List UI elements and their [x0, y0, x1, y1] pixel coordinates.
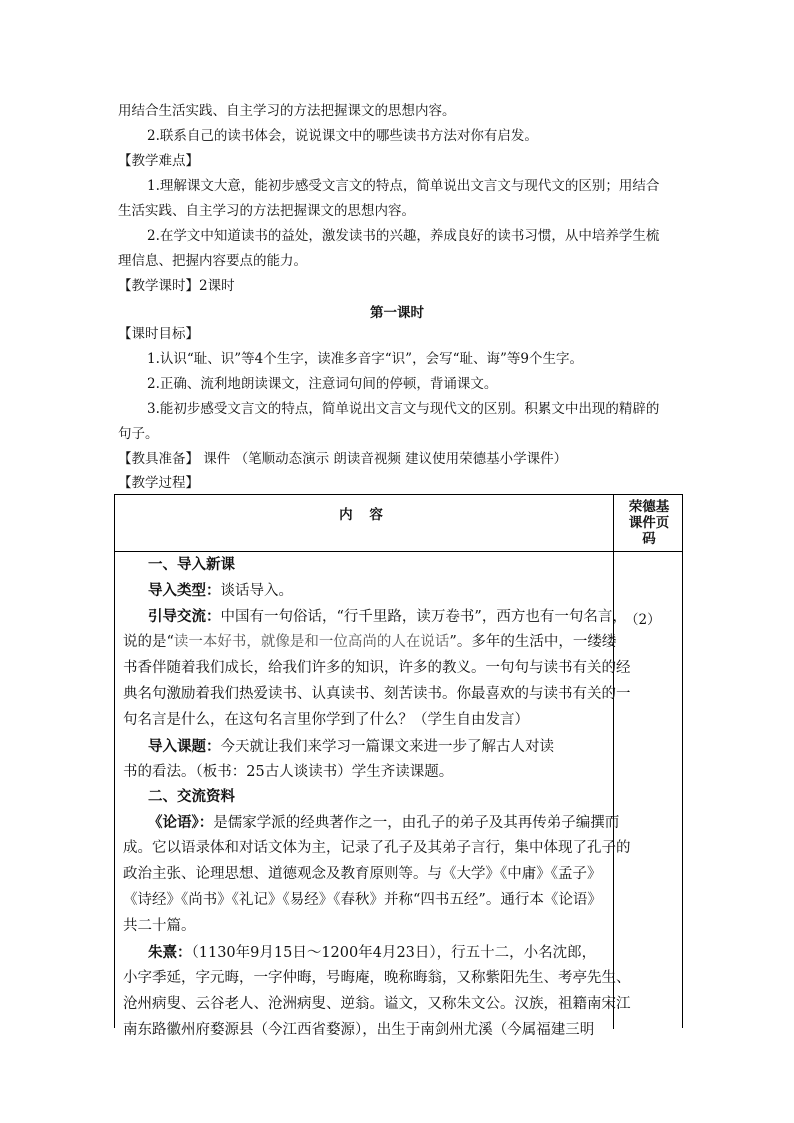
difficulty-line-1: 1.理解课文大意，能初步感受文言文的特点，简单说出文言文与现代文的区别；用结合	[147, 178, 660, 194]
zhuxi-row-2: 小字季延，字元晦，一字仲晦，号晦庵，晚称晦翁，又称紫阳先生、考亭先生、	[123, 970, 631, 986]
guide-text-1: 中国有一句俗话，“行千里路，读万卷书”，西方也有一句名言，	[220, 609, 627, 625]
goals-line-1: 1.认识“耻、识”等4个生字，读准多音字“识”，会写“耻、诲”等9个生字。	[147, 351, 583, 367]
lunyu-label: 《论语》：	[148, 814, 214, 831]
topic-row-1	[148, 737, 554, 757]
zhuxi-row-3: 沧州病叟、云谷老人、沧洲病叟、逆翁。谥文，又称朱文公。汉族，祖籍南宋江	[123, 996, 631, 1012]
zhuxi-row-4: 南东路徽州府婺源县（今江西省婺源），出生于南剑州尤溪（今属福建三明	[123, 1022, 595, 1038]
intro-type-label: 导入类型：	[148, 582, 221, 599]
lesson-title: 第一课时	[370, 305, 424, 321]
header-page-line-1: 荣德基	[628, 499, 670, 515]
goals-line-4: 句子。	[118, 426, 159, 442]
guide-quote: 读一本好书，就像是和一位高尚的人在说话	[173, 634, 450, 650]
header-page-line-3: 码	[642, 531, 656, 547]
zhuxi-label: 朱熹：	[148, 944, 192, 961]
guide-row-4: 典名句激励着我们热爱读书、认真读书、刻苦读书。你最喜欢的与读书有关的一	[123, 686, 631, 702]
difficulty-line-3: 2.在学文中知道读书的益处，激发读书的兴趣，养成良好的读书习惯，从中培养学生梳	[147, 228, 660, 244]
difficulty-heading: 【教学难点】	[118, 153, 199, 169]
hours-line: 【教学课时】2课时	[118, 278, 235, 294]
guide-row-3: 书香伴随着我们成长，给我们许多的知识，许多的教义。一句句与读书有关的经	[123, 660, 631, 676]
materials-line: 【教具准备】 课件 （笔顺动态演示 朗读音视频 建议使用荣德基小学课件）	[118, 451, 568, 467]
lunyu-row-4: 《诗经》《尚书》《礼记》《易经》《春秋》并称“四书五经”。通行本《论语》	[123, 892, 602, 908]
guide-row-1	[148, 607, 627, 627]
process-table	[114, 494, 683, 1038]
guide-row-2	[123, 633, 616, 652]
lunyu-row-1	[148, 813, 619, 833]
header-content: 内 容	[339, 507, 389, 523]
header-page-line-2: 课件页	[628, 515, 670, 531]
zhuxi-row-1	[148, 943, 596, 963]
section-2-title: 二、交流资料	[148, 788, 235, 805]
goals-line-3: 3.能初步感受文言文的特点，简单说出文言文与现代文的区别。积累文中出现的精辟的	[147, 401, 660, 417]
intro-line-1: 用结合生活实践、自主学习的方法把握课文的思想内容。	[118, 103, 456, 119]
guide-row-5: 句名言是什么，在这句名言里你学到了什么？（学生自由发言）	[123, 712, 529, 728]
column-divider	[613, 495, 614, 1029]
intro-type-row	[148, 581, 293, 601]
header-divider	[115, 551, 682, 552]
section-1-title: 一、导入新课	[148, 556, 235, 573]
page-reference: （2）	[625, 612, 661, 628]
guide-label: 引导交流：	[148, 608, 221, 625]
process-heading: 【教学过程】	[118, 475, 199, 491]
lunyu-row-2: 成。它以语录体和对话文体为主，记录了孔子及其弟子言行，集中体现了孔子的	[123, 840, 631, 856]
topic-text-1: 今天就让我们来学习一篇课文来进一步了解古人对读	[220, 739, 554, 755]
zhuxi-text-1: （1130年9月15日～1200年4月23日），行五十二，小名沈郎，	[191, 945, 597, 961]
lunyu-text-1: 是儒家学派的经典著作之一，由孔子的弟子及其再传弟子编撰而	[213, 815, 620, 831]
guide-text-2a: 说的是“	[123, 634, 174, 650]
guide-text-2b: ”。多年的生活中，一缕缕	[449, 634, 617, 650]
goals-line-2: 2.正确、流利地朗读课文，注意词句间的停顿，背诵课文。	[147, 376, 498, 392]
header-page-column	[617, 499, 681, 547]
lunyu-row-5: 共二十篇。	[123, 918, 196, 934]
intro-line-2: 2.联系自己的读书体会，说说课文中的哪些读书方法对你有启发。	[147, 128, 538, 144]
difficulty-line-2: 生活实践、自主学习的方法把握课文的思想内容。	[118, 203, 415, 219]
lunyu-row-3: 政治主张、论理思想、道德观念及教育原则等。与《大学》《中庸》《孟子》	[123, 866, 602, 882]
difficulty-line-4: 理信息、把握内容要点的能力。	[118, 253, 307, 269]
topic-label: 导入课题：	[148, 738, 221, 755]
goals-heading: 【课时目标】	[118, 326, 199, 342]
topic-row-2: 书的看法。（板书：25古人谈读书）学生齐读课题。	[123, 764, 454, 780]
intro-type-value: 谈话导入。	[220, 583, 293, 599]
